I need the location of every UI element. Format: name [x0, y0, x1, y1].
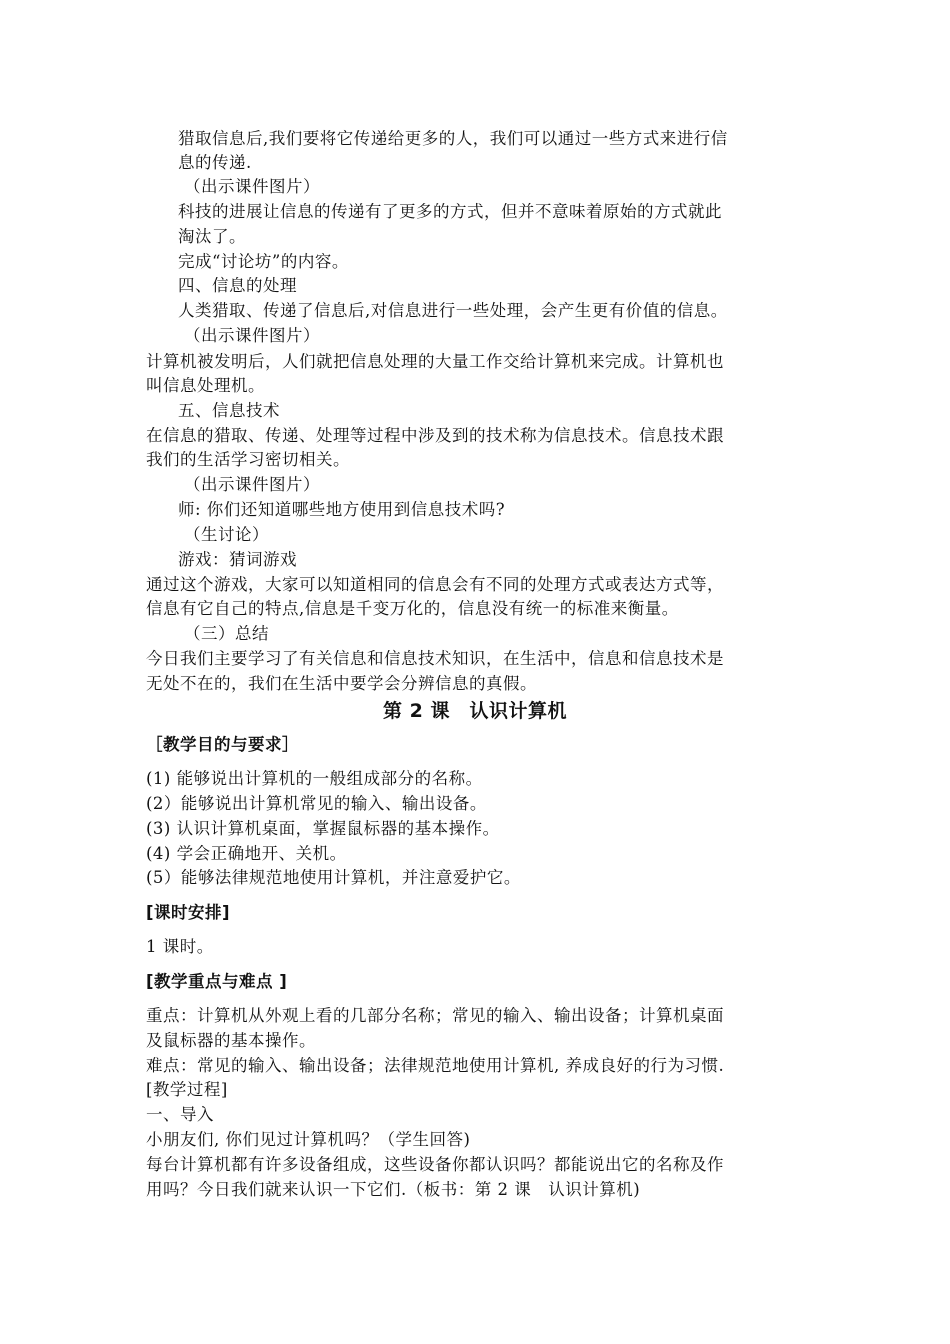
paragraph-line: （出示课件图片）: [184, 326, 320, 345]
paragraph-line: 师: 你们还知道哪些地方使用到信息技术吗?: [178, 500, 506, 519]
list-item: (5）能够法律规范地使用计算机，并注意爱护它。: [146, 868, 521, 887]
paragraph-line: 叫信息处理机。: [146, 376, 265, 395]
paragraph-line: 1 课时。: [146, 937, 214, 956]
paragraph-line: （生讨论）: [184, 525, 269, 544]
paragraph-line: 人类猎取、传递了信息后,对信息进行一些处理，会产生更有价值的信息。: [178, 301, 728, 320]
section-heading: （三）总结: [184, 624, 269, 643]
paragraph-line: 无处不在的，我们在生活中要学会分辨信息的真假。: [146, 674, 537, 693]
section-heading: ［教学目的与要求］: [146, 735, 299, 754]
paragraph-line: 息的传递.: [178, 153, 252, 172]
paragraph-line: 信息有它自己的特点,信息是千变万化的，信息没有统一的标准来衡量。: [146, 599, 679, 618]
lesson-title: 第 2 课 认识计算机: [383, 700, 567, 722]
paragraph-line: 每台计算机都有许多设备组成，这些设备你都认识吗？都能说出它的名称及作: [146, 1155, 724, 1174]
paragraph-line: 及鼠标器的基本操作。: [146, 1031, 316, 1050]
list-item: (2）能够说出计算机常见的输入、输出设备。: [146, 794, 487, 813]
list-item: (4) 学会正确地开、关机。: [146, 844, 347, 863]
paragraph-line: （出示课件图片）: [184, 475, 320, 494]
list-item: (3) 认识计算机桌面，掌握鼠标器的基本操作。: [146, 819, 500, 838]
paragraph-line: 在信息的猎取、传递、处理等过程中涉及到的技术称为信息技术。信息技术跟: [146, 426, 724, 445]
section-heading: [课时安排]: [146, 903, 231, 922]
paragraph-line: 游戏：猜词游戏: [178, 550, 297, 569]
section-heading: 一、导入: [146, 1105, 214, 1124]
paragraph-line: 科技的进展让信息的传递有了更多的方式，但并不意味着原始的方式就此: [178, 202, 722, 221]
paragraph-line: 完成“讨论坊”的内容。: [178, 252, 349, 271]
paragraph-line: 我们的生活学习密切相关。: [146, 450, 350, 469]
paragraph-line: 计算机被发明后，人们就把信息处理的大量工作交给计算机来完成。计算机也: [146, 352, 724, 371]
paragraph-line: 淘汰了。: [178, 227, 246, 246]
paragraph-line: 重点：计算机从外观上看的几部分名称；常见的输入、输出设备；计算机桌面: [146, 1006, 724, 1025]
paragraph-line: 小朋友们, 你们见过计算机吗？（学生回答): [146, 1130, 471, 1149]
section-heading: [教学过程]: [146, 1080, 228, 1099]
section-heading: 五、信息技术: [178, 401, 280, 420]
paragraph-line: 今日我们主要学习了有关信息和信息技术知识，在生活中，信息和信息技术是: [146, 649, 724, 668]
section-heading: [教学重点与难点 ]: [146, 972, 288, 991]
section-heading: 四、信息的处理: [178, 276, 297, 295]
paragraph-line: 难点：常见的输入、输出设备；法律规范地使用计算机, 养成良好的行为习惯.: [146, 1056, 725, 1075]
paragraph-line: 通过这个游戏，大家可以知道相同的信息会有不同的处理方式或表达方式等，: [146, 575, 724, 594]
paragraph-line: 猎取信息后,我们要将它传递给更多的人，我们可以通过一些方式来进行信: [178, 129, 728, 148]
list-item: (1) 能够说出计算机的一般组成部分的名称。: [146, 769, 483, 788]
paragraph-line: （出示课件图片）: [184, 177, 320, 196]
paragraph-line: 用吗？今日我们就来认识一下它们.（板书：第 2 课 认识计算机): [146, 1180, 641, 1199]
